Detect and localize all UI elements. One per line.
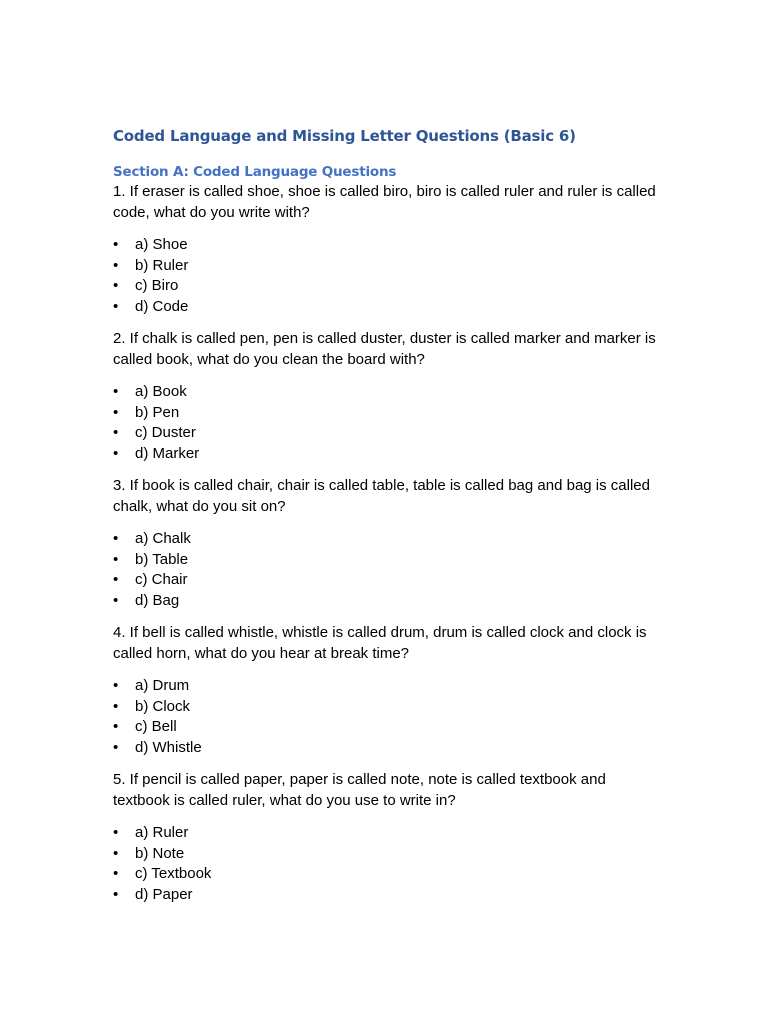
question-text: 1. If eraser is called shoe, shoe is called biro, biro is called ruler and ruler is called code, what do you write with? bbox=[113, 183, 656, 221]
option-label: d) Paper bbox=[135, 885, 193, 903]
bullet-icon: • bbox=[113, 383, 119, 400]
option-label: b) Pen bbox=[135, 403, 180, 421]
bullet-icon: • bbox=[113, 591, 119, 609]
option-item bbox=[113, 717, 658, 738]
options-list bbox=[113, 382, 658, 464]
bullet-icon: • bbox=[113, 256, 119, 274]
option-label: d) Bag bbox=[135, 591, 180, 609]
option-label: c) Chair bbox=[135, 571, 188, 588]
option-item bbox=[113, 276, 658, 297]
option-item bbox=[113, 697, 658, 718]
document-title: Coded Language and Missing Letter Questions (Basic 6) bbox=[113, 127, 576, 145]
option-label: a) Book bbox=[135, 383, 187, 400]
bullet-icon: • bbox=[113, 677, 119, 694]
option-item bbox=[113, 550, 658, 571]
option-item bbox=[113, 570, 658, 591]
option-label: a) Chalk bbox=[135, 530, 191, 547]
option-item bbox=[113, 403, 658, 424]
option-label: c) Biro bbox=[135, 277, 179, 294]
bullet-icon: • bbox=[113, 865, 119, 882]
bullet-icon: • bbox=[113, 885, 119, 903]
bullet-icon: • bbox=[113, 718, 119, 735]
option-label: b) Ruler bbox=[135, 256, 189, 274]
bullet-icon: • bbox=[113, 403, 119, 421]
option-item bbox=[113, 591, 658, 612]
bullet-icon: • bbox=[113, 550, 119, 568]
option-item bbox=[113, 885, 658, 906]
option-item bbox=[113, 235, 658, 256]
bullet-icon: • bbox=[113, 236, 119, 253]
options-list bbox=[113, 529, 658, 611]
question-2 bbox=[113, 329, 658, 464]
question-3 bbox=[113, 476, 658, 611]
question-text: 3. If book is called chair, chair is called table, table is called bag and bag is called chalk, what do you sit on? bbox=[113, 477, 650, 515]
option-label: d) Whistle bbox=[135, 738, 202, 756]
option-item bbox=[113, 864, 658, 885]
section-a-heading: Section A: Coded Language Questions bbox=[113, 164, 397, 180]
option-item bbox=[113, 738, 658, 759]
option-label: a) Ruler bbox=[135, 824, 189, 841]
document-page bbox=[113, 126, 658, 917]
options-list bbox=[113, 823, 658, 905]
option-label: b) Table bbox=[135, 550, 189, 568]
question-4 bbox=[113, 623, 658, 758]
option-item bbox=[113, 823, 658, 844]
bullet-icon: • bbox=[113, 824, 119, 841]
option-item bbox=[113, 382, 658, 403]
bullet-icon: • bbox=[113, 297, 119, 315]
option-label: d) Marker bbox=[135, 444, 200, 462]
option-item bbox=[113, 256, 658, 277]
bullet-icon: • bbox=[113, 277, 119, 294]
option-label: b) Note bbox=[135, 844, 185, 862]
options-list bbox=[113, 235, 658, 317]
bullet-icon: • bbox=[113, 844, 119, 862]
bullet-icon: • bbox=[113, 530, 119, 547]
option-label: a) Shoe bbox=[135, 236, 188, 253]
option-item bbox=[113, 297, 658, 318]
question-text: 5. If pencil is called paper, paper is called note, note is called textbook and textbook is called ruler, what do you use to write in? bbox=[113, 771, 606, 809]
question-text: 2. If chalk is called pen, pen is called duster, duster is called marker and marker is called book, what do you clean the board with? bbox=[113, 330, 656, 368]
option-label: b) Clock bbox=[135, 697, 191, 715]
bullet-icon: • bbox=[113, 697, 119, 715]
question-1 bbox=[113, 182, 658, 317]
option-item bbox=[113, 444, 658, 465]
options-list bbox=[113, 676, 658, 758]
option-item bbox=[113, 844, 658, 865]
option-item bbox=[113, 529, 658, 550]
option-label: d) Code bbox=[135, 297, 189, 315]
bullet-icon: • bbox=[113, 444, 119, 462]
question-5 bbox=[113, 770, 658, 905]
option-item bbox=[113, 676, 658, 697]
option-label: a) Drum bbox=[135, 677, 190, 694]
option-label: c) Textbook bbox=[135, 865, 212, 882]
bullet-icon: • bbox=[113, 424, 119, 441]
option-item bbox=[113, 423, 658, 444]
bullet-icon: • bbox=[113, 571, 119, 588]
question-text: 4. If bell is called whistle, whistle is called drum, drum is called clock and clock is called horn, what do you hear at break time? bbox=[113, 624, 647, 662]
bullet-icon: • bbox=[113, 738, 119, 756]
option-label: c) Duster bbox=[135, 424, 196, 441]
option-label: c) Bell bbox=[135, 718, 177, 735]
